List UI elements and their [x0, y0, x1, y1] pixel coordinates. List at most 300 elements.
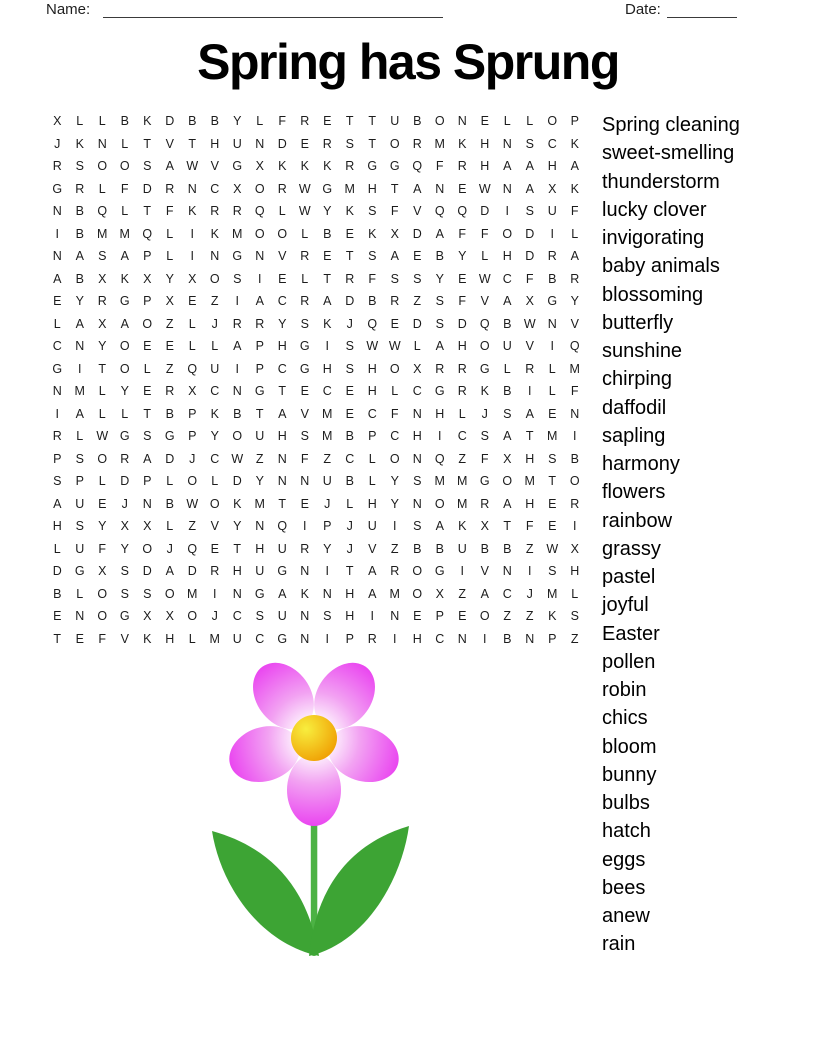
grid-cell-r2c9: U: [232, 136, 242, 151]
grid-cell-r16c10: Z: [255, 451, 264, 466]
grid-cell-r17c24: O: [569, 474, 580, 489]
grid-cell-r12c17: X: [413, 361, 422, 376]
grid-cell-r10c8: J: [211, 316, 218, 331]
grid-cell-r13c11: T: [278, 384, 287, 399]
grid-cell-r4c1: G: [52, 181, 63, 196]
grid-cell-r9c4: G: [119, 294, 130, 309]
grid-cell-r10c18: S: [435, 316, 444, 331]
grid-cell-r3c6: A: [165, 159, 174, 174]
grid-cell-r23c18: P: [435, 609, 444, 624]
grid-cell-r22c16: M: [389, 586, 400, 601]
grid-cell-r1c11: F: [278, 114, 287, 129]
grid-cell-r24c14: P: [345, 631, 354, 646]
grid-cell-r16c5: A: [143, 451, 152, 466]
grid-cell-r11c9: A: [233, 339, 242, 354]
grid-cell-r14c23: E: [548, 406, 557, 421]
puzzle-title: Spring has Sprung: [197, 34, 619, 90]
grid-cell-r9c13: A: [323, 294, 332, 309]
grid-cell-r10c4: A: [120, 316, 129, 331]
grid-cell-r6c24: L: [571, 226, 579, 241]
grid-cell-r15c17: H: [412, 429, 422, 444]
grid-cell-r14c11: A: [278, 406, 287, 421]
grid-cell-r10c24: V: [570, 316, 579, 331]
grid-cell-r21c13: I: [325, 564, 329, 579]
grid-cell-r6c15: K: [368, 226, 377, 241]
grid-cell-r19c11: Q: [277, 519, 288, 534]
grid-cell-r12c10: P: [255, 361, 264, 376]
grid-cell-r19c15: U: [367, 519, 377, 534]
grid-cell-r10c12: S: [300, 316, 309, 331]
grid-cell-r22c7: M: [187, 586, 198, 601]
grid-cell-r18c10: M: [254, 496, 265, 511]
grid-cell-r16c6: D: [165, 451, 175, 466]
grid-cell-r9c10: A: [255, 294, 264, 309]
grid-cell-r22c24: L: [571, 586, 579, 601]
grid-cell-r3c2: S: [75, 159, 84, 174]
grid-cell-r4c8: C: [210, 181, 220, 196]
grid-cell-r2c12: E: [300, 136, 309, 151]
grid-cell-r9c11: C: [277, 294, 287, 309]
grid-cell-r9c9: I: [235, 294, 239, 309]
grid-cell-r2c11: D: [277, 136, 287, 151]
grid-cell-r3c14: R: [345, 159, 355, 174]
grid-cell-r1c17: B: [413, 114, 422, 129]
grid-cell-r18c7: W: [186, 496, 199, 511]
grid-cell-r24c8: M: [209, 631, 220, 646]
grid-cell-r19c13: P: [323, 519, 332, 534]
grid-cell-r2c5: T: [143, 136, 152, 151]
grid-cell-r19c19: K: [458, 519, 467, 534]
grid-cell-r14c22: A: [525, 406, 534, 421]
grid-cell-r20c2: U: [75, 541, 85, 556]
grid-cell-r17c2: P: [75, 474, 84, 489]
grid-cell-r9c5: P: [143, 294, 152, 309]
grid-cell-r7c17: E: [413, 249, 422, 264]
grid-cell-r17c20: G: [479, 474, 490, 489]
grid-cell-r22c22: J: [526, 586, 533, 601]
grid-cell-r17c9: D: [232, 474, 242, 489]
grid-cell-r18c6: B: [165, 496, 174, 511]
grid-cell-r8c2: B: [75, 271, 84, 286]
grid-cell-r21c11: G: [277, 564, 288, 579]
grid-cell-r3c18: F: [435, 159, 444, 174]
grid-cell-r7c18: B: [435, 249, 444, 264]
grid-cell-r24c11: G: [277, 631, 288, 646]
grid-cell-r12c18: R: [435, 361, 445, 376]
grid-cell-r2c15: T: [368, 136, 377, 151]
grid-cell-r20c19: U: [457, 541, 467, 556]
grid-cell-r19c23: E: [548, 519, 557, 534]
grid-cell-r4c7: N: [187, 181, 197, 196]
grid-cell-r15c9: O: [232, 429, 243, 444]
grid-cell-r15c6: G: [164, 429, 175, 444]
grid-cell-r23c22: Z: [525, 609, 534, 624]
word-list-item: blossoming: [602, 283, 704, 306]
grid-cell-r1c6: D: [165, 114, 175, 129]
grid-cell-r11c3: Y: [98, 339, 107, 354]
grid-cell-r17c21: O: [502, 474, 513, 489]
grid-cell-r1c22: L: [526, 114, 534, 129]
word-search-grid: [46, 110, 586, 650]
grid-cell-r9c8: Z: [210, 294, 219, 309]
grid-cell-r8c21: C: [502, 271, 512, 286]
grid-cell-r11c6: E: [165, 339, 174, 354]
grid-cell-r5c14: K: [345, 204, 354, 219]
grid-cell-r7c13: E: [323, 249, 332, 264]
grid-cell-r10c20: Q: [479, 316, 490, 331]
grid-cell-r6c20: F: [480, 226, 489, 241]
grid-cell-r13c2: M: [74, 384, 85, 399]
grid-cell-r5c5: T: [143, 204, 152, 219]
grid-cell-r2c17: R: [412, 136, 422, 151]
grid-cell-r9c21: A: [503, 294, 512, 309]
grid-cell-r22c1: B: [53, 586, 62, 601]
grid-cell-r17c18: M: [434, 474, 445, 489]
grid-cell-r22c15: A: [368, 586, 377, 601]
grid-cell-r8c22: F: [525, 271, 534, 286]
grid-cell-r4c5: D: [142, 181, 152, 196]
grid-cell-r18c1: A: [53, 496, 62, 511]
grid-cell-r5c4: L: [121, 204, 129, 219]
grid-cell-r12c21: L: [503, 361, 511, 376]
grid-cell-r18c14: L: [346, 496, 354, 511]
grid-cell-r10c5: O: [142, 316, 153, 331]
grid-cell-r4c22: A: [525, 181, 534, 196]
grid-cell-r14c8: K: [210, 406, 219, 421]
flower-center: [291, 715, 337, 761]
grid-cell-r12c3: T: [98, 361, 107, 376]
grid-cell-r22c20: A: [480, 586, 489, 601]
grid-cell-r7c14: T: [345, 249, 354, 264]
grid-cell-r16c1: P: [53, 451, 62, 466]
grid-cell-r4c15: H: [367, 181, 377, 196]
grid-cell-r23c9: C: [232, 609, 242, 624]
word-list-item: chics: [602, 707, 648, 730]
grid-cell-r5c10: Q: [254, 204, 265, 219]
grid-cell-r2c19: K: [458, 136, 467, 151]
grid-cell-r17c6: L: [166, 474, 174, 489]
grid-cell-r4c14: M: [344, 181, 355, 196]
word-list-item: bloom: [602, 735, 657, 758]
grid-cell-r16c9: W: [231, 451, 244, 466]
grid-cell-r13c22: I: [528, 384, 532, 399]
word-list-item: bunny: [602, 763, 657, 786]
word-list-item: anew: [602, 905, 650, 927]
grid-cell-r19c8: V: [210, 519, 219, 534]
grid-cell-r9c6: X: [165, 294, 174, 309]
grid-cell-r1c9: Y: [233, 114, 242, 129]
grid-cell-r23c16: N: [390, 609, 400, 624]
grid-cell-r7c21: H: [502, 249, 512, 264]
grid-cell-r21c15: A: [368, 564, 377, 579]
grid-cell-r1c16: U: [390, 114, 400, 129]
grid-cell-r5c20: D: [480, 204, 490, 219]
grid-cell-r19c5: X: [143, 519, 152, 534]
grid-cell-r15c10: U: [255, 429, 265, 444]
grid-cell-r4c11: R: [277, 181, 287, 196]
grid-cell-r20c21: B: [503, 541, 512, 556]
grid-cell-r18c12: E: [300, 496, 309, 511]
grid-cell-r15c7: P: [188, 429, 197, 444]
grid-cell-r21c7: D: [187, 564, 197, 579]
grid-cell-r7c4: A: [120, 249, 129, 264]
grid-cell-r2c10: N: [255, 136, 265, 151]
grid-cell-r2c2: K: [75, 136, 84, 151]
grid-cell-r3c24: A: [570, 159, 579, 174]
grid-cell-r14c20: J: [481, 406, 488, 421]
grid-cell-r21c6: A: [165, 564, 174, 579]
word-list-item: harmony: [602, 453, 680, 475]
grid-cell-r19c18: A: [435, 519, 444, 534]
grid-cell-r11c22: V: [525, 339, 534, 354]
grid-cell-r21c20: V: [480, 564, 489, 579]
grid-cell-r9c2: Y: [75, 294, 84, 309]
grid-cell-r16c7: J: [189, 451, 196, 466]
grid-cell-r23c7: O: [187, 609, 198, 624]
grid-cell-r10c21: B: [503, 316, 512, 331]
grid-cell-r24c24: Z: [570, 631, 579, 646]
grid-cell-r6c11: O: [277, 226, 288, 241]
grid-cell-r19c17: S: [413, 519, 422, 534]
grid-cell-r11c5: E: [143, 339, 152, 354]
name-label: Name:: [46, 1, 91, 18]
grid-cell-r16c8: C: [210, 451, 220, 466]
grid-cell-r4c17: A: [413, 181, 422, 196]
grid-cell-r17c13: U: [322, 474, 332, 489]
grid-cell-r3c16: G: [389, 159, 400, 174]
grid-cell-r24c18: C: [435, 631, 445, 646]
word-list-item: Spring cleaning: [602, 114, 740, 136]
grid-cell-r20c10: H: [255, 541, 265, 556]
grid-cell-r18c18: O: [434, 496, 445, 511]
grid-cell-r18c24: R: [570, 496, 580, 511]
grid-cell-r16c14: C: [345, 451, 355, 466]
grid-cell-r20c18: B: [435, 541, 444, 556]
grid-cell-r7c3: S: [98, 249, 107, 264]
grid-cell-r3c10: X: [255, 159, 264, 174]
grid-cell-r15c22: T: [525, 429, 534, 444]
grid-cell-r16c12: F: [300, 451, 309, 466]
grid-cell-r5c7: K: [188, 204, 197, 219]
grid-cell-r13c10: G: [254, 384, 265, 399]
grid-cell-r24c9: U: [232, 631, 242, 646]
word-list-item: pollen: [602, 650, 656, 673]
grid-cell-r14c5: T: [143, 406, 152, 421]
grid-cell-r16c19: Z: [458, 451, 467, 466]
grid-cell-r4c23: X: [548, 181, 557, 196]
grid-cell-r23c19: E: [458, 609, 467, 624]
grid-cell-r15c16: C: [390, 429, 400, 444]
grid-cell-r6c2: B: [75, 226, 84, 241]
word-list-item: Easter: [602, 622, 660, 645]
grid-cell-r12c14: S: [345, 361, 354, 376]
grid-cell-r1c24: P: [570, 114, 579, 129]
grid-cell-r11c12: G: [299, 339, 310, 354]
grid-cell-r23c24: S: [570, 609, 579, 624]
grid-cell-r23c4: G: [119, 609, 130, 624]
grid-cell-r23c8: J: [211, 609, 218, 624]
grid-cell-r7c5: P: [143, 249, 152, 264]
grid-cell-r18c19: M: [457, 496, 468, 511]
grid-cell-r15c19: C: [457, 429, 467, 444]
grid-cell-r15c3: W: [96, 429, 109, 444]
grid-cell-r19c3: Y: [98, 519, 107, 534]
grid-cell-r3c5: S: [143, 159, 152, 174]
grid-cell-r12c8: U: [210, 361, 220, 376]
word-list: [602, 111, 740, 959]
grid-cell-r2c3: N: [97, 136, 107, 151]
grid-cell-r21c21: N: [502, 564, 512, 579]
grid-cell-r19c21: T: [503, 519, 512, 534]
grid-cell-r15c8: Y: [210, 429, 219, 444]
grid-cell-r10c6: Z: [165, 316, 174, 331]
grid-cell-r16c22: H: [525, 451, 535, 466]
word-list-item: invigorating: [602, 227, 705, 249]
word-list-item: rain: [602, 933, 636, 956]
grid-cell-r8c5: X: [143, 271, 152, 286]
grid-cell-r24c16: I: [393, 631, 397, 646]
grid-cell-r9c12: R: [300, 294, 310, 309]
grid-cell-r10c15: Q: [367, 316, 378, 331]
grid-cell-r4c13: G: [322, 181, 333, 196]
grid-cell-r11c20: O: [479, 339, 490, 354]
grid-cell-r9c1: E: [53, 294, 62, 309]
grid-cell-r22c13: N: [322, 586, 332, 601]
grid-cell-r18c4: J: [121, 496, 128, 511]
grid-cell-r8c7: X: [188, 271, 197, 286]
grid-cell-r19c10: N: [255, 519, 265, 534]
grid-cell-r20c12: R: [300, 541, 310, 556]
grid-cell-r20c15: V: [368, 541, 377, 556]
grid-cell-r15c18: I: [438, 429, 442, 444]
grid-cell-r7c22: D: [525, 249, 535, 264]
grid-cell-r7c23: R: [547, 249, 557, 264]
grid-cell-r14c24: N: [570, 406, 580, 421]
grid-cell-r22c8: I: [213, 586, 217, 601]
grid-cell-r16c15: L: [368, 451, 376, 466]
grid-cell-r13c20: K: [480, 384, 489, 399]
grid-cell-r11c13: I: [325, 339, 329, 354]
grid-cell-r7c1: N: [52, 249, 62, 264]
grid-cell-r1c5: K: [143, 114, 152, 129]
grid-cell-r7c15: S: [368, 249, 377, 264]
grid-cell-r11c10: P: [255, 339, 264, 354]
grid-cell-r20c4: Y: [120, 541, 129, 556]
grid-cell-r4c24: K: [570, 181, 579, 196]
grid-cell-r17c16: Y: [390, 474, 399, 489]
grid-cell-r21c19: I: [460, 564, 464, 579]
grid-cell-r9c17: Z: [413, 294, 422, 309]
grid-cell-r22c3: O: [97, 586, 108, 601]
grid-cell-r12c19: R: [457, 361, 467, 376]
grid-cell-r4c20: W: [478, 181, 491, 196]
grid-cell-r2c20: H: [480, 136, 490, 151]
grid-cell-r24c20: I: [483, 631, 487, 646]
date-fill-line: [667, 0, 737, 18]
grid-cell-r21c22: I: [528, 564, 532, 579]
grid-cell-r24c7: L: [188, 631, 196, 646]
grid-cell-r23c6: X: [165, 609, 174, 624]
grid-cell-r8c8: O: [209, 271, 220, 286]
word-list-item: chirping: [602, 368, 673, 391]
grid-cell-r13c18: G: [434, 384, 445, 399]
grid-cell-r13c5: E: [143, 384, 152, 399]
grid-cell-r16c3: O: [97, 451, 108, 466]
grid-cell-r15c20: S: [480, 429, 489, 444]
grid-cell-r9c14: D: [345, 294, 355, 309]
grid-cell-r10c23: N: [547, 316, 557, 331]
grid-cell-r14c1: I: [55, 406, 59, 421]
grid-cell-r12c7: Q: [187, 361, 198, 376]
grid-cell-r19c1: H: [52, 519, 62, 534]
grid-cell-r21c3: X: [98, 564, 107, 579]
word-list-item: bulbs: [602, 792, 650, 814]
grid-cell-r13c13: C: [322, 384, 332, 399]
grid-cell-r24c3: F: [98, 631, 107, 646]
grid-cell-r21c2: G: [74, 564, 85, 579]
grid-cell-r17c15: L: [368, 474, 376, 489]
grid-cell-r17c14: B: [345, 474, 354, 489]
grid-cell-r17c17: S: [413, 474, 422, 489]
grid-cell-r16c2: S: [75, 451, 84, 466]
grid-cell-r1c7: B: [188, 114, 197, 129]
grid-cell-r14c10: T: [255, 406, 264, 421]
grid-cell-r12c9: I: [235, 361, 239, 376]
grid-cell-r17c5: P: [143, 474, 152, 489]
grid-cell-r10c14: J: [346, 316, 353, 331]
grid-cell-r15c23: M: [547, 429, 558, 444]
grid-cell-r17c11: N: [277, 474, 287, 489]
grid-cell-r7c11: V: [278, 249, 287, 264]
grid-cell-r19c2: S: [75, 519, 84, 534]
grid-cell-r24c2: E: [75, 631, 84, 646]
grid-cell-r22c10: G: [254, 586, 265, 601]
grid-cell-r2c6: V: [165, 136, 174, 151]
grid-cell-r13c12: E: [300, 384, 309, 399]
grid-cell-r23c13: S: [323, 609, 332, 624]
grid-cell-r22c17: O: [412, 586, 423, 601]
grid-cell-r6c6: L: [166, 226, 174, 241]
grid-cell-r23c15: I: [370, 609, 374, 624]
grid-cell-r21c14: T: [345, 564, 354, 579]
grid-cell-r19c12: I: [303, 519, 307, 534]
grid-cell-r17c23: T: [548, 474, 557, 489]
grid-cell-r2c7: T: [188, 136, 197, 151]
grid-cell-r20c9: T: [233, 541, 242, 556]
grid-cell-r20c17: B: [413, 541, 422, 556]
grid-cell-r19c16: I: [393, 519, 397, 534]
grid-cell-r3c23: H: [547, 159, 557, 174]
grid-cell-r18c11: T: [278, 496, 287, 511]
grid-cell-r8c15: F: [368, 271, 377, 286]
grid-cell-r3c1: R: [52, 159, 62, 174]
grid-cell-r17c8: L: [211, 474, 219, 489]
grid-cell-r11c16: W: [388, 339, 401, 354]
grid-cell-r1c15: T: [368, 114, 377, 129]
grid-cell-r3c4: O: [119, 159, 130, 174]
grid-cell-r6c18: A: [435, 226, 444, 241]
grid-cell-r5c13: Y: [323, 204, 332, 219]
grid-cell-r18c20: R: [480, 496, 490, 511]
grid-cell-r21c10: U: [255, 564, 265, 579]
grid-cell-r20c20: B: [480, 541, 489, 556]
grid-cell-r1c4: B: [120, 114, 129, 129]
grid-cell-r15c21: A: [503, 429, 512, 444]
grid-cell-r13c14: E: [345, 384, 354, 399]
grid-cell-r21c24: H: [570, 564, 580, 579]
grid-cell-r20c14: J: [346, 541, 353, 556]
grid-cell-r12c22: R: [525, 361, 535, 376]
